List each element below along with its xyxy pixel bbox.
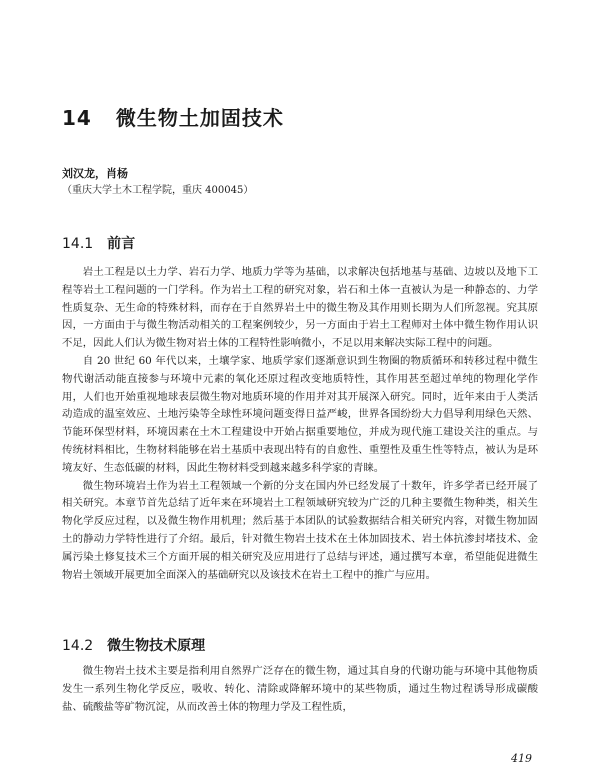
section-heading-intro <box>62 233 135 253</box>
paragraph: 微生物环境岩土作为岩土工程领域一个新的分支在国内外已经发展了十数年，许多学者已经开展了相关研究。本章节首先总结了近年来在环境岩土工程领域研究较为广泛的几种主要微生物种类，相关生物化学反应过程，以及微生物作用机理；然后基于本团队的试验数据结合相关研究内容，对微生物加固土的静动力学特性进行了介绍。最后，针对微生物岩土技术在土体加固技术、岩土体抗渗封堵技术、金属污染土修复技术三个方面开展的相关研究及应用进行了总结与评述，通过撰写本章，希望能促进微生物岩土领域开展更加全面深入的基础研究以及该技术在岩土工程中的推广与应用。 <box>62 479 538 581</box>
section-number: 14.1 <box>62 236 94 252</box>
principle-body <box>62 663 538 716</box>
intro-body <box>62 264 538 584</box>
page-number: 419 <box>511 752 532 765</box>
chapter-title <box>62 102 284 131</box>
chapter-number: 14 <box>62 106 92 130</box>
chapter-title-text: 微生物土加固技术 <box>115 106 284 130</box>
paragraph: 自 20 世纪 60 年代以来，土壤学家、地质学家们逐渐意识到生物圈的物质循环和转移过程中微生物代谢活动能直接参与环境中元素的氧化还原过程改变地质特性，其作用甚至超过单纯的物理化学作用，人们也开始重视地球表层微生物对地质环境的作用并对其开展深入研究。同时，近年来由于人类活动造成的温室效应、土地污染等全球性环境问题变得日益严峻，世界各国纷纷大力倡导利用绿色天然、节能环保型材料，环境因素在土木工程建设中开始占据重要地位，并成为现代施工建设关注的重点。与传统材料相比，生物材料能够在岩土基质中表现出特有的自愈性、重塑性及重生性等特点，被认为是环境友好、生态低碳的材料，因此生物材料受到越来越多科学家的青睐。 <box>62 354 538 474</box>
section-number: 14.2 <box>62 638 94 654</box>
section-title: 前言 <box>107 236 136 252</box>
section-title: 微生物技术原理 <box>107 638 206 654</box>
authors: 刘汉龙，肖杨 <box>62 167 128 180</box>
paragraph: 岩土工程是以土力学、岩石力学、地质力学等为基础，以求解决包括地基与基础、边坡以及地下工程等岩土工程问题的一门学科。作为岩土工程的研究对象，岩石和土体一直被认为是一种静态的、力学性质复杂、无生命的特殊材料，而存在于自然界岩土中的微生物及其作用则长期为人们所忽视。究其原因，一方面由于与微生物活动相关的工程案例较少，另一方面由于岩土工程师对土体中微生物作用认识不足，因此人们认为微生物对岩土体的工程特性影响微小，不足以用来解决实际工程中的问题。 <box>62 266 538 350</box>
affiliation: （重庆大学土木工程学院，重庆 400045） <box>62 185 254 196</box>
paragraph: 微生物岩土技术主要是指利用自然界广泛存在的微生物，通过其自身的代谢功能与环境中其他物质发生一系列生物化学反应，吸收、转化、清除或降解环境中的某些物质，通过生物过程诱导形成碳酸盐、硫酸盐等矿物沉淀，从而改善土体的物理力学及工程性质， <box>62 665 538 713</box>
section-heading-principle <box>62 635 205 655</box>
